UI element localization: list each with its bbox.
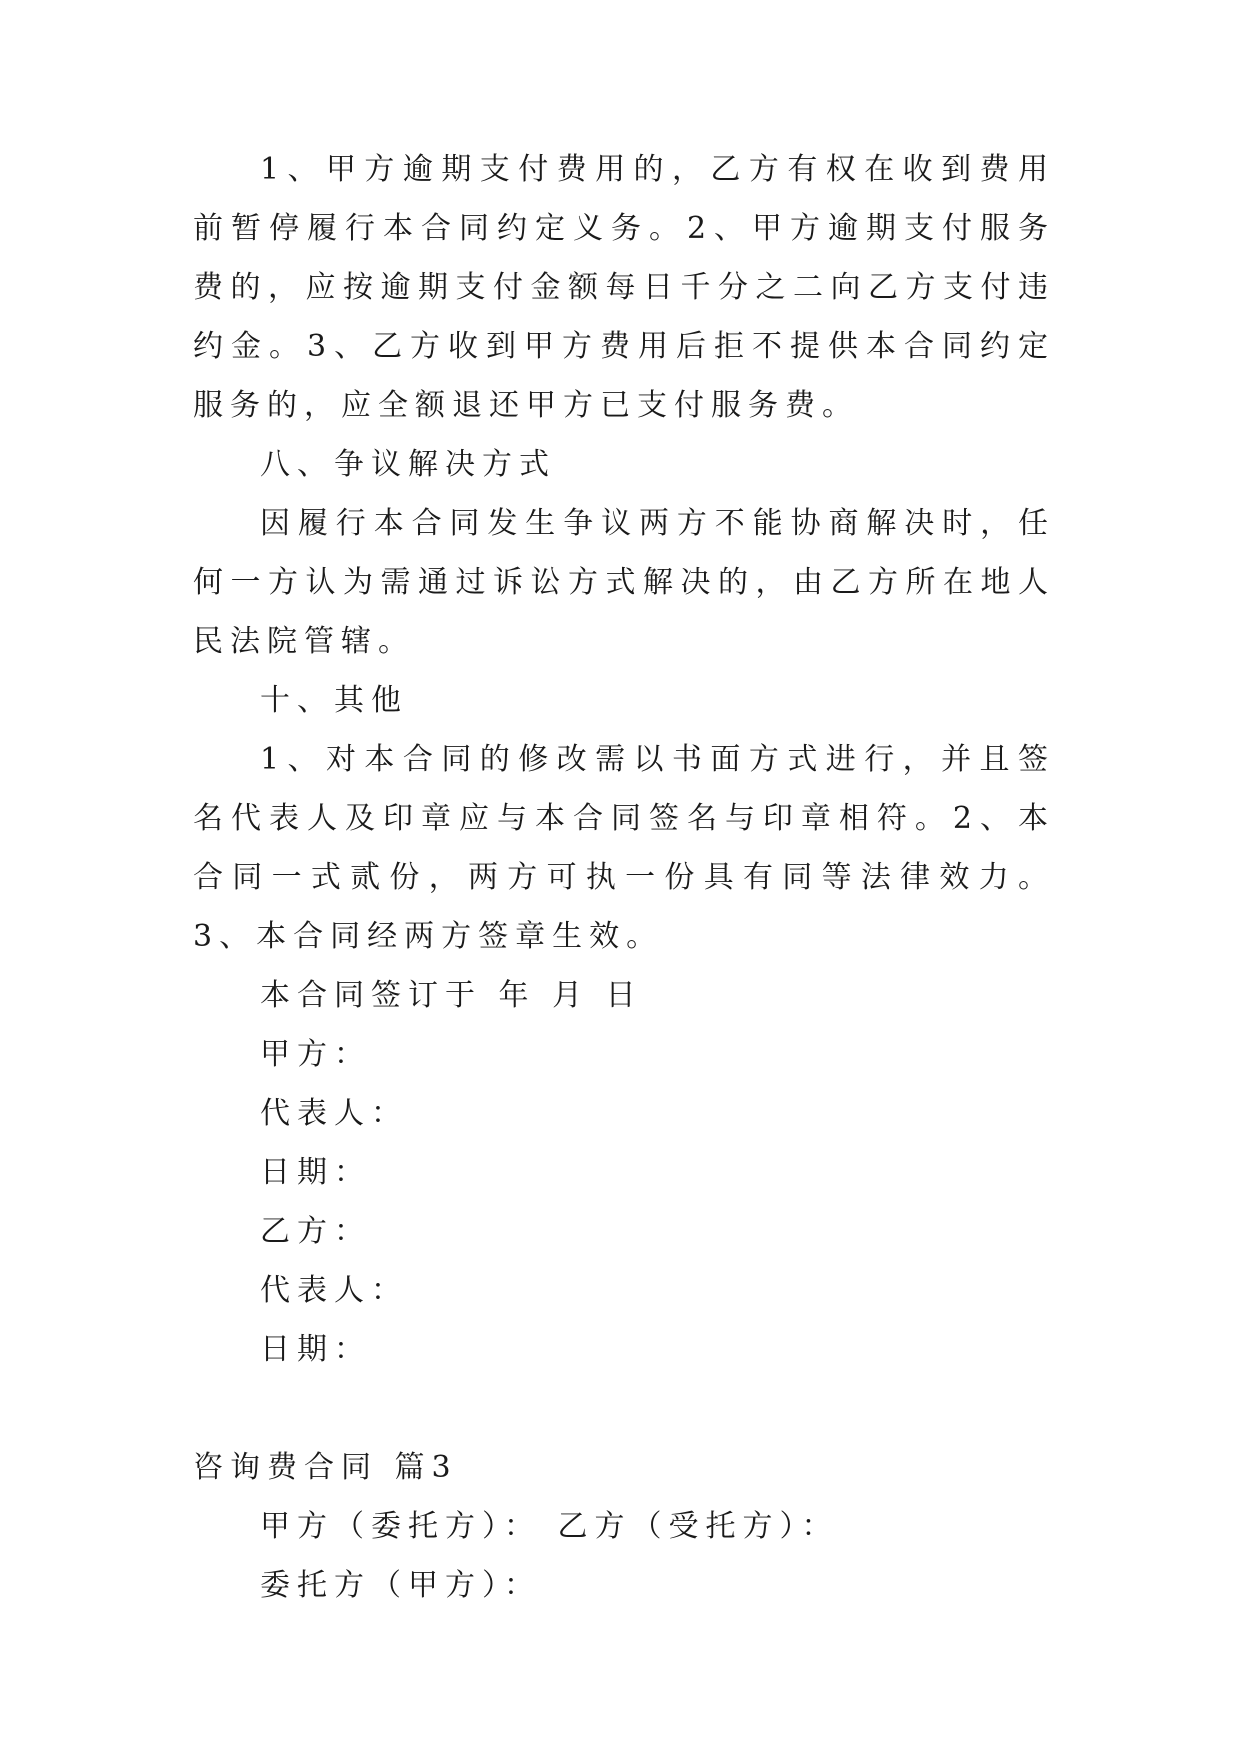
party-b-representative-line: 代表人： bbox=[260, 1273, 408, 1308]
dispute-paragraph: 因履行本合同发生争议两方不能协商解决时，任何一方认为需通过诉讼方式解决的，由乙方所在地人民法院管辖。 bbox=[193, 506, 1055, 659]
section3-title: 咨询费合同 篇3 bbox=[193, 1450, 458, 1485]
party-b-line: 乙方： bbox=[260, 1214, 371, 1249]
other-paragraph: 1、对本合同的修改需以书面方式进行，并且签名代表人及印章应与本合同签名与印章相符。2、本合同一式贰份，两方可执一份具有同等法律效力。3、本合同经两方签章生效。 bbox=[193, 742, 1055, 954]
contract-body bbox=[193, 140, 1055, 1615]
party-a-representative-line: 代表人： bbox=[260, 1096, 408, 1131]
breach-paragraph: 1、甲方逾期支付费用的，乙方有权在收到费用前暂停履行本合同约定义务。2、甲方逾期支付服务费的，应按逾期支付金额每日千分之二向乙方支付违约金。3、乙方收到甲方费用后拒不提供本合同约定服务的，应全额退还甲方已支付服务费。 bbox=[193, 152, 1055, 423]
other-heading: 十、其他 bbox=[260, 683, 408, 718]
party-a-date-line: 日期： bbox=[260, 1155, 371, 1190]
section3-parties-line: 甲方（委托方）： 乙方（受托方）： bbox=[260, 1509, 839, 1544]
party-b-date-line: 日期： bbox=[260, 1332, 371, 1367]
party-a-line: 甲方： bbox=[260, 1037, 371, 1072]
section-gap bbox=[193, 1379, 1055, 1438]
signing-date-line: 本合同签订于 年 月 日 bbox=[260, 978, 643, 1013]
dispute-heading: 八、争议解决方式 bbox=[260, 447, 556, 482]
section3-client-line: 委托方（甲方）： bbox=[260, 1568, 541, 1603]
